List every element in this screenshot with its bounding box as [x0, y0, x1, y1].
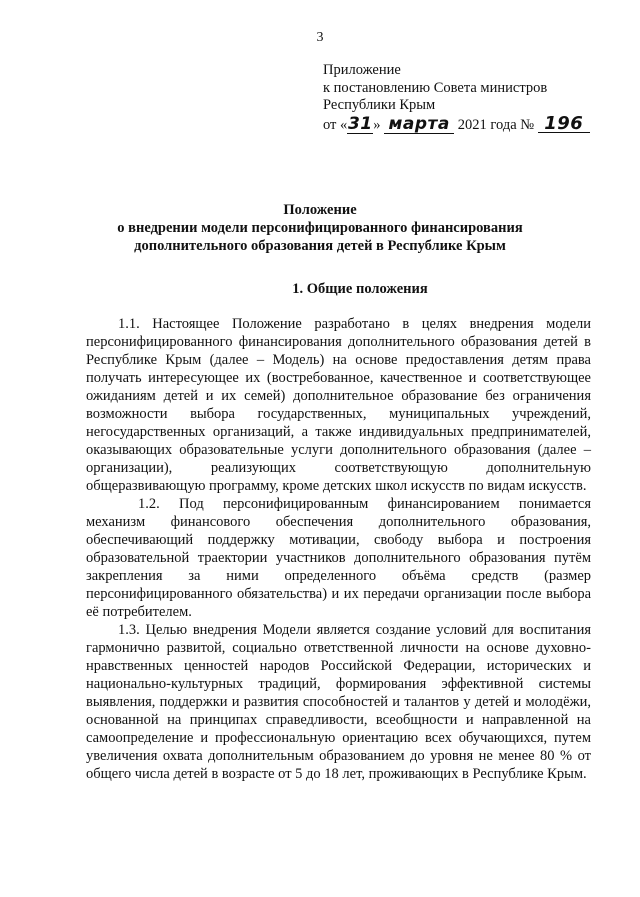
appendix-line-1: Приложение: [323, 62, 401, 78]
date-quote-close: »: [373, 116, 381, 133]
title-line-2: о внедрении модели персонифицированного финансирования: [117, 220, 523, 236]
handwritten-number: 196: [538, 115, 590, 134]
appendix-line-3: Республики Крым: [323, 97, 436, 113]
paragraph-1-3: 1.3. Целью внедрения Модели является создание условий для воспитания гармонично развитой, социально ответственной личности на основе духовно-нравственных ценностей народов Российской Федерации, исторических и национально-культурных традиций, формирования эффективной системы выявления, поддержки и развития способностей и талантов у детей и молодёжи, основанной на принципах справедливости, всеобщности и направленной на самоопределение и профессиональную ориентацию всех обучающихся, путем увеличения охвата дополнительным образованием до уровня не менее 80 % от общего числа детей в возрасте от 5 до 18 лет, проживающих в Республике Крым.: [86, 622, 591, 782]
title-line-1: Положение: [283, 202, 357, 218]
paragraph-1-1: 1.1. Настоящее Положение разработано в целях внедрения модели персонифицированного финансирования дополнительного образования детей в Республике Крым (далее – Модель) на основе предоставления детям права получать интересующее их (востребованное, качественное и соответствующее ожиданиям детей и их семей) дополнительное образование без ограничения возможности выбора государственных, муниципальных учреждений, негосударственных организаций, а также индивидуальных предпринимателей, оказывающих образовательные услуги дополнительного образования (далее – организации), реализующих соответствующую дополнительную общеразвивающую программу, кроме детских школ искусств по видам искусств.: [86, 316, 591, 494]
handwritten-day: 31: [347, 113, 373, 134]
date-year-text: 2021 года №: [457, 116, 535, 133]
body-text: [86, 315, 591, 783]
appendix-date-line: [323, 112, 623, 137]
appendix-block: [323, 62, 623, 137]
section-heading: 1. Общие положения: [292, 281, 428, 297]
date-prefix: от «: [323, 116, 348, 133]
paragraph-1-2: 1.2. Под персонифицированным финансированием понимается механизм финансового обеспечения дополнительного образования, обеспечивающий поддержку мотивации, свободу выбора и построения образовательной траектории участников дополнительного образования путём закрепления за ними определенного объёма средств (размер персонифицированного обязательства) и их передачи организации после выбора её потребителем.: [86, 496, 591, 620]
page-number: 3: [316, 30, 324, 45]
title-line-3: дополнительного образования детей в Республике Крым: [134, 238, 506, 254]
document-title: [0, 201, 640, 255]
handwritten-month: марта: [384, 116, 454, 135]
appendix-line-2: к постановлению Совета министров: [323, 79, 548, 96]
